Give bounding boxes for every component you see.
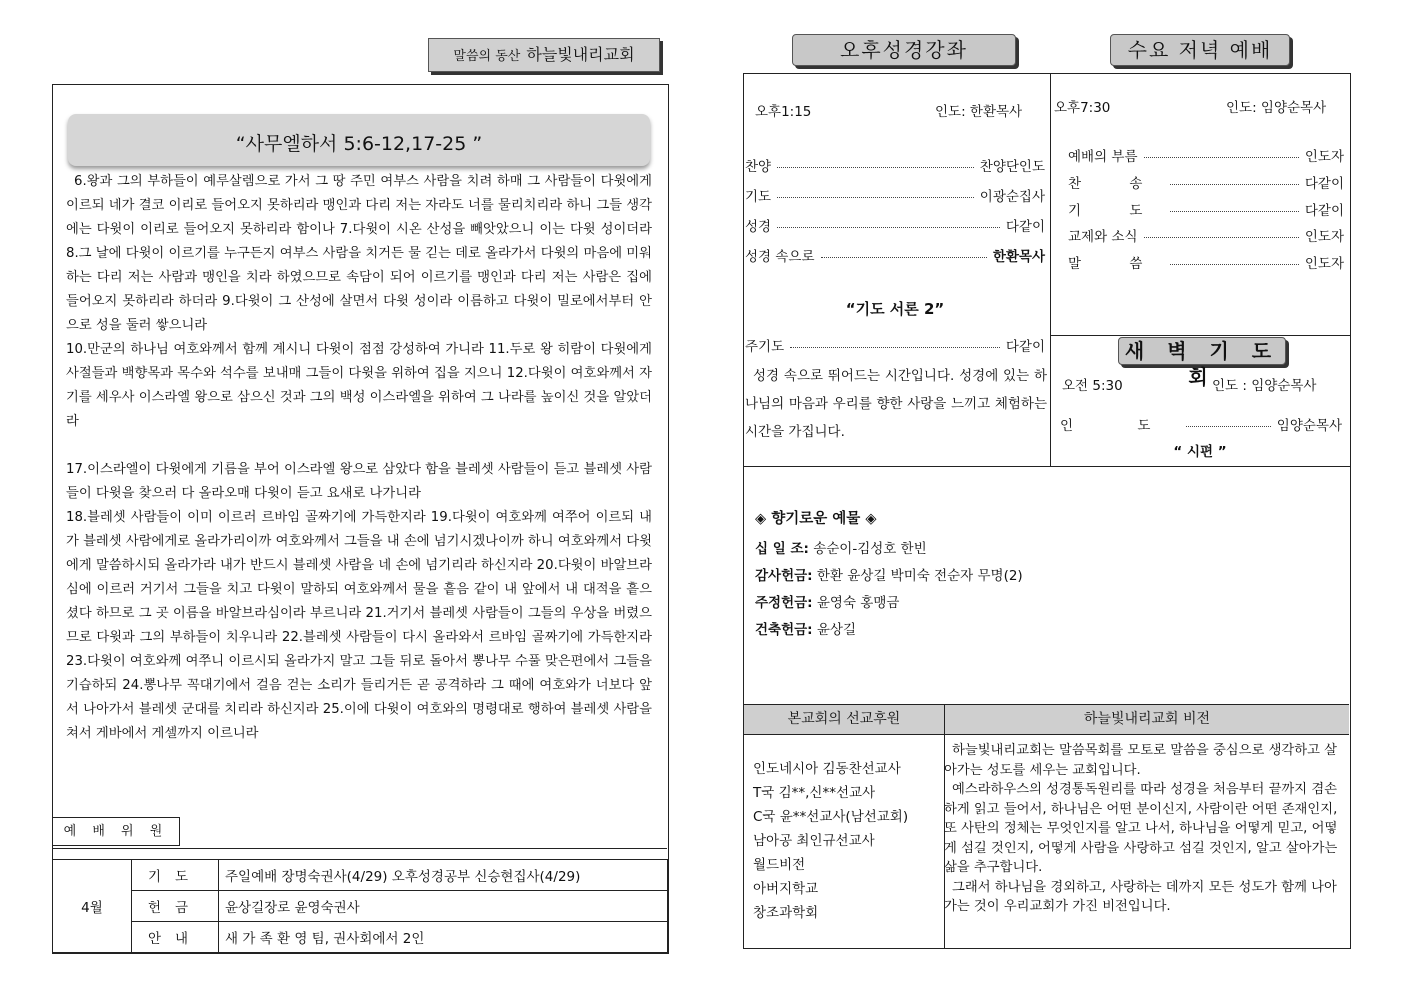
offering-label: 주정헌금:: [755, 595, 813, 611]
scripture-title: “사무엘하서 5:6-12,17-25 ”: [68, 114, 650, 166]
order-item: 인 도: [1060, 418, 1181, 434]
vision-paragraph: 그래서 하나님을 경외하고, 사랑하는 데까지 모든 성도가 함께 나아가는 것이 우리교회가 가진 비전입니다.: [944, 879, 1337, 914]
order-row: [1068, 172, 1344, 192]
afternoon-description: 성경 속으로 뛰어드는 시간입니다. 성경에 있는 하나님의 마음과 우리를 향한 사랑을 느끼고 체험하는 시간을 가집니다.: [745, 368, 1047, 440]
staff-month: 4월: [53, 860, 132, 953]
verse-paragraph: 17.이스라엘이 다윗에게 기름을 부어 이스라엘 왕으로 삼았다 함을 블레셋 사람들이 듣고 블레셋 사람들이 다윗을 찾으러 다 올라오매 다윗이 듣고 요새로 나가니라: [66, 462, 652, 501]
wednesday-time: 오후7:30: [1054, 100, 1111, 116]
offering-row: [755, 618, 856, 638]
order-who: 임양순목사: [1276, 418, 1342, 434]
order-who: 다같이: [1304, 203, 1344, 219]
table-row: [53, 922, 668, 953]
table-row: [53, 860, 668, 891]
brand-prefix: 말씀의 동산: [453, 49, 521, 64]
afternoon-leader: 인도: 한환목사: [935, 104, 1023, 120]
order-item: 찬 송: [1068, 176, 1165, 192]
order-item: 성경: [745, 219, 772, 235]
offering-names: 윤상길: [816, 622, 856, 638]
order-row: [1068, 225, 1344, 245]
missions-list: [753, 757, 908, 925]
verse-paragraph: 18.블레셋 사람들이 이미 이르러 르바임 골짜기에 가득한지라 19.다윗이 여호와께 여쭈어 이르되 내가 블레셋 사람에게로 올라가리이까 여호와께서 그들을 내 손에 넘기시겠나이까 하니 여호와께서 다윗에게 말씀하시되 올라가라 내가 반드시 블레셋 사람을 네 손에 넘기리라 하신지라 20.다윗이 바알브라심에 이르러 거기서 그들을 치고 다윗이 말하되 여호와께서 물을 흩음 같이 내 앞에서 내 대적을 흩으셨다 하므로 그 곳 이름을 바알브라심이라 부르니라 21.거기서 블레셋 사람들이 그들의 우상을 버렸으므로 다윗과 그의 부하들이 치우니라 22.블레셋 사람들이 다시 올라와서 르바임 골짜기에 가득한지라 23.다윗이 여호와께 여쭈니 이르시되 올라가지 말고 그들 뒤로 돌아서 뽕나무 수풀 맞은편에서 그들을 기습하되 24.뽕나무 꼭대기에서 걸음 걷는 소리가 들리거든 곧 공격하라 그 때에 여호와가 너보다 앞서 나아가서 블레셋 군대를 치리라 하신지라 25.이에 다윗이 여호와의 명령대로 행하여 블레셋 사람을 쳐서 게바에서 게셀까지 이르니라: [66, 510, 652, 741]
order-item: 말 씀: [1068, 256, 1165, 272]
order-row: [1068, 199, 1344, 219]
scripture-text: [66, 170, 652, 746]
staff-role: 기도: [132, 860, 219, 891]
order-item: 기도: [745, 189, 772, 205]
staff-people: 주일예배 장명숙권사(4/29) 오후성경공부 신승현집사(4/29): [219, 860, 668, 891]
offering-row: [755, 591, 899, 611]
order-who: 다같이: [1005, 339, 1045, 355]
vision-title: 하늘빛내리교회 비전: [1083, 711, 1211, 727]
offering-label: 건축헌금:: [755, 622, 813, 638]
offerings-title: ◈ 향기로운 예물 ◈: [755, 511, 877, 527]
dawn-title: 새 벽 기 도 회: [1118, 337, 1286, 365]
order-who: 한환목사: [992, 249, 1045, 265]
offering-names: 송순이-김성호 한빈: [813, 541, 927, 557]
offering-row: [755, 564, 1023, 584]
missions-title: 본교회의 선교후원: [744, 705, 945, 734]
staff-role: 안내: [132, 922, 219, 953]
order-row: [745, 245, 1045, 265]
list-item: 아버지학교: [753, 881, 819, 897]
order-who: 인도자: [1304, 229, 1344, 245]
staff-people: 윤상길장로 윤영숙권사: [219, 891, 668, 922]
offering-names: 윤영숙 홍맹금: [816, 595, 900, 611]
order-row: [745, 215, 1045, 235]
wednesday-title: 수요 저녁 예배: [1110, 34, 1290, 66]
brand-name: 하늘빛내리교회: [526, 45, 635, 64]
table-row: [53, 891, 668, 922]
dawn-leader: 인도 : 임양순목사: [1212, 378, 1317, 394]
list-item: T국 김**,신**선교사: [753, 785, 876, 801]
list-item: 창조과학회: [753, 905, 819, 921]
offering-row: [755, 537, 927, 557]
afternoon-title: 오후성경강좌: [792, 34, 1016, 66]
order-who: 이광순집사: [979, 189, 1045, 205]
staff-role: 헌금: [132, 891, 219, 922]
verse-paragraph: 6.왕과 그의 부하들이 예루살렘으로 가서 그 땅 주민 여부스 사람을 치려 하매 그 사람들이 다윗에게 이르되 네가 결코 이리로 들어오지 못하리라 맹인과 다리 저는 자라도 너를 물리치리라 하니 그들 생각에는 다윗이 이리로 들어오지 못하리라 함이나 7.다윗이 시온 산성을 빼앗았으니 이는 다윗 성이더라 8.그 날에 다윗이 이르기를 누구든지 여부스 사람을 치거든 물 긷는 데로 올라가서 다윗의 마음에 미워하는 다리 저는 사람과 맹인을 치라 하였으므로 속담이 되어 이르기를 맹인과 다리 저는 사람은 집에 들어오지 못하리라 하더라 9.다윗이 그 산성에 살면서 다윗 성이라 이름하고 다윗이 밀로에서부터 안으로 성을 둘러 쌓으니라: [66, 174, 652, 333]
vision-paragraph: 하늘빛내리교회는 말씀목회를 모토로 말씀을 중심으로 생각하고 살아가는 성도를 세우는 교회입니다.: [944, 743, 1338, 778]
order-item: 교제와 소식: [1068, 229, 1138, 245]
list-item: 월드비전: [753, 857, 806, 873]
verse-paragraph: 10.만군의 하나님 여호와께서 함께 계시니 다윗이 점점 강성하여 가니라 11.두로 왕 히람이 다윗에게 사절들과 백향목과 목수와 석수를 보내매 그들이 다윗을 위하여 집을 지으니 12.다윗이 여호와께서 자기를 세우사 이스라엘 왕으로 삼으신 것과 그의 백성 이스라엘을 위하여 그 나라를 높이신 것을 알았더라: [66, 342, 652, 429]
order-who: 인도자: [1304, 149, 1344, 165]
staff-people: 새 가 족 환 영 팀, 권사회에서 2인: [219, 922, 668, 953]
list-item: 남아공 최인규선교사: [753, 833, 875, 849]
order-item: 성경 속으로: [745, 249, 815, 265]
order-who: 다같이: [1005, 219, 1045, 235]
wednesday-leader: 인도: 임양순목사: [1226, 100, 1327, 116]
order-row: [745, 185, 1045, 205]
offering-label: 감사헌금:: [755, 568, 813, 584]
order-who: 다같이: [1304, 176, 1344, 192]
order-item: 기 도: [1068, 203, 1165, 219]
order-who: 찬양단인도: [979, 159, 1045, 175]
worship-staff-label: 예 배 위 원: [52, 817, 180, 846]
dawn-time: 오전 5:30: [1062, 378, 1123, 394]
order-item: 주기도: [745, 339, 785, 355]
missions-vision-header: [744, 704, 1349, 735]
order-row: [1060, 414, 1342, 434]
afternoon-time: 오후1:15: [755, 104, 812, 120]
vision-text: [944, 741, 1348, 917]
church-brand: [428, 38, 660, 72]
list-item: C국 윤**선교사(남선교회): [753, 809, 909, 825]
dawn-sermon-title: “ 시편 ”: [1173, 444, 1227, 460]
worship-staff-table: [52, 859, 668, 953]
order-row: [1068, 252, 1344, 272]
offering-label: 십 일 조:: [755, 541, 809, 557]
order-row: [1068, 145, 1344, 165]
order-who: 인도자: [1304, 256, 1344, 272]
order-row: [745, 335, 1045, 355]
order-item: 찬양: [745, 159, 772, 175]
list-item: 인도네시아 김동찬선교사: [753, 761, 901, 777]
order-row: [745, 155, 1045, 175]
order-item: 예배의 부름: [1068, 149, 1138, 165]
vision-paragraph: 예스라하우스의 성경통독원리를 따라 성경을 처음부터 끝까지 겸손하게 읽고 들어서, 하나님은 어떤 분이신지, 사람이란 어떤 존재인지, 또 사탄의 정체는 무엇인지를 알고 나서, 하나님을 어떻게 믿고, 어떻게 섬길 것인지, 어떻게 사람을 사랑하고 섬길 것인지, 알고 살아가는 삶을 추구합니다.: [944, 782, 1338, 875]
offering-names: 한환 윤상길 박미숙 전순자 무명(2): [816, 568, 1023, 584]
afternoon-sermon-title: “기도 서론 2”: [845, 300, 945, 318]
